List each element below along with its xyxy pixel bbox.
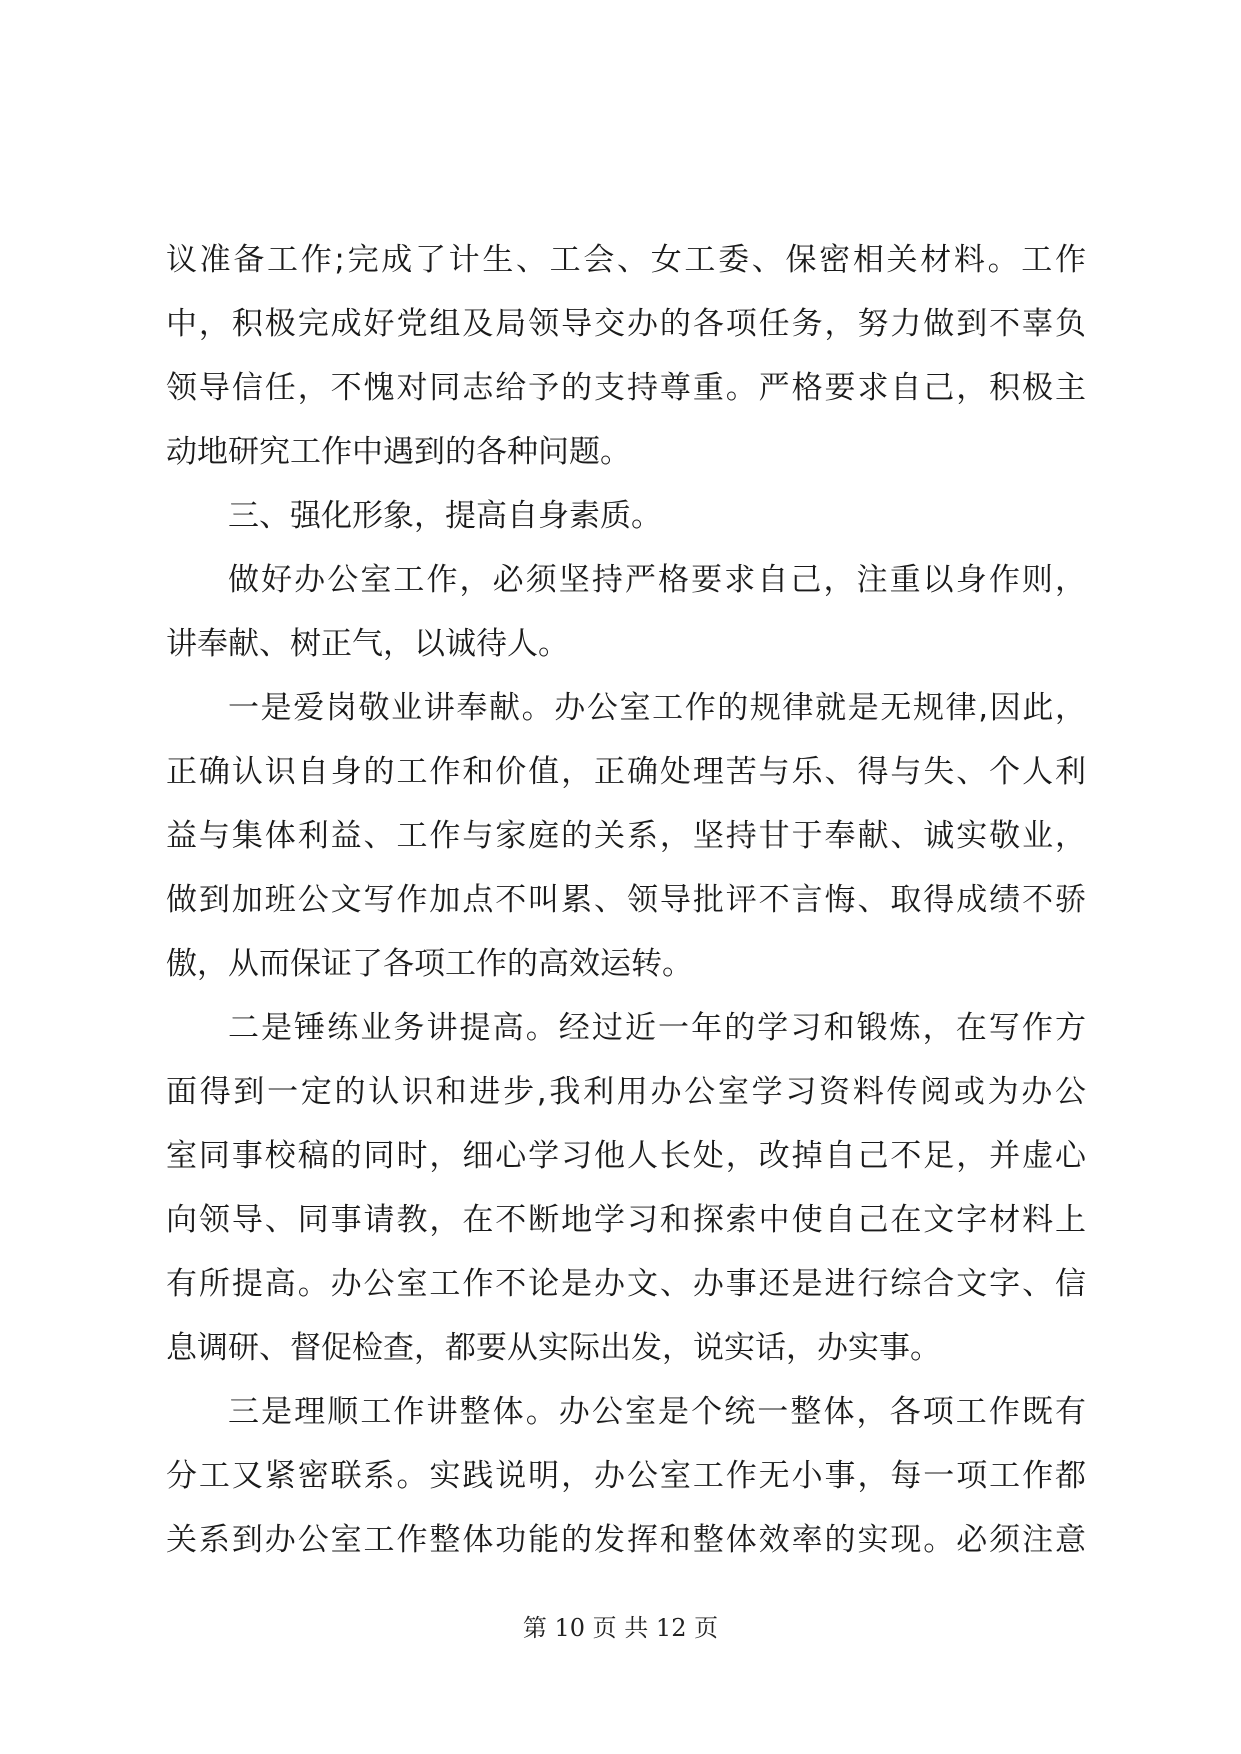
body-text <box>166 228 1086 1572</box>
text-line: 益与集体利益、工作与家庭的关系，坚持甘于奉献、诚实敬业， <box>166 818 1086 854</box>
text-line: 议准备工作;完成了计生、工会、女工委、保密相关材料。工作 <box>166 242 1086 278</box>
page-footer: 第 10 页 共 12 页 <box>522 1614 719 1642</box>
text-line: 领导信任，不愧对同志给予的支持尊重。严格要求自己，积极主 <box>166 370 1086 406</box>
text-line: 三是理顺工作讲整体。办公室是个统一整体，各项工作既有 <box>228 1394 1086 1430</box>
text-line: 做好办公室工作，必须坚持严格要求自己，注重以身作则， <box>228 562 1086 598</box>
text-line: 分工又紧密联系。实践说明，办公室工作无小事，每一项工作都 <box>166 1458 1086 1494</box>
text-line: 二是锤练业务讲提高。经过近一年的学习和锻炼，在写作方 <box>228 1010 1086 1046</box>
text-line: 一是爱岗敬业讲奉献。办公室工作的规律就是无规律,因此， <box>228 690 1086 726</box>
text-line: 室同事校稿的同时，细心学习他人长处，改掉自己不足，并虚心 <box>166 1138 1086 1174</box>
text-line: 动地研究工作中遇到的各种问题。 <box>166 434 631 470</box>
text-line: 傲，从而保证了各项工作的高效运转。 <box>166 946 693 982</box>
text-line: 有所提高。办公室工作不论是办文、办事还是进行综合文字、信 <box>166 1266 1086 1302</box>
text-line: 三、强化形象，提高自身素质。 <box>228 498 662 534</box>
text-line: 正确认识自身的工作和价值，正确处理苦与乐、得与失、个人利 <box>166 754 1086 790</box>
text-line: 面得到一定的认识和进步,我利用办公室学习资料传阅或为办公 <box>166 1074 1086 1110</box>
text-line: 息调研、督促检查，都要从实际出发，说实话，办实事。 <box>166 1330 941 1366</box>
text-line: 关系到办公室工作整体功能的发挥和整体效率的实现。必须注意 <box>166 1522 1086 1558</box>
text-line: 做到加班公文写作加点不叫累、领导批评不言悔、取得成绩不骄 <box>166 882 1086 918</box>
text-line: 中，积极完成好党组及局领导交办的各项任务，努力做到不辜负 <box>166 306 1086 342</box>
text-line: 向领导、同事请教，在不断地学习和探索中使自己在文字材料上 <box>166 1202 1086 1238</box>
text-line: 讲奉献、树正气，以诚待人。 <box>166 626 569 662</box>
